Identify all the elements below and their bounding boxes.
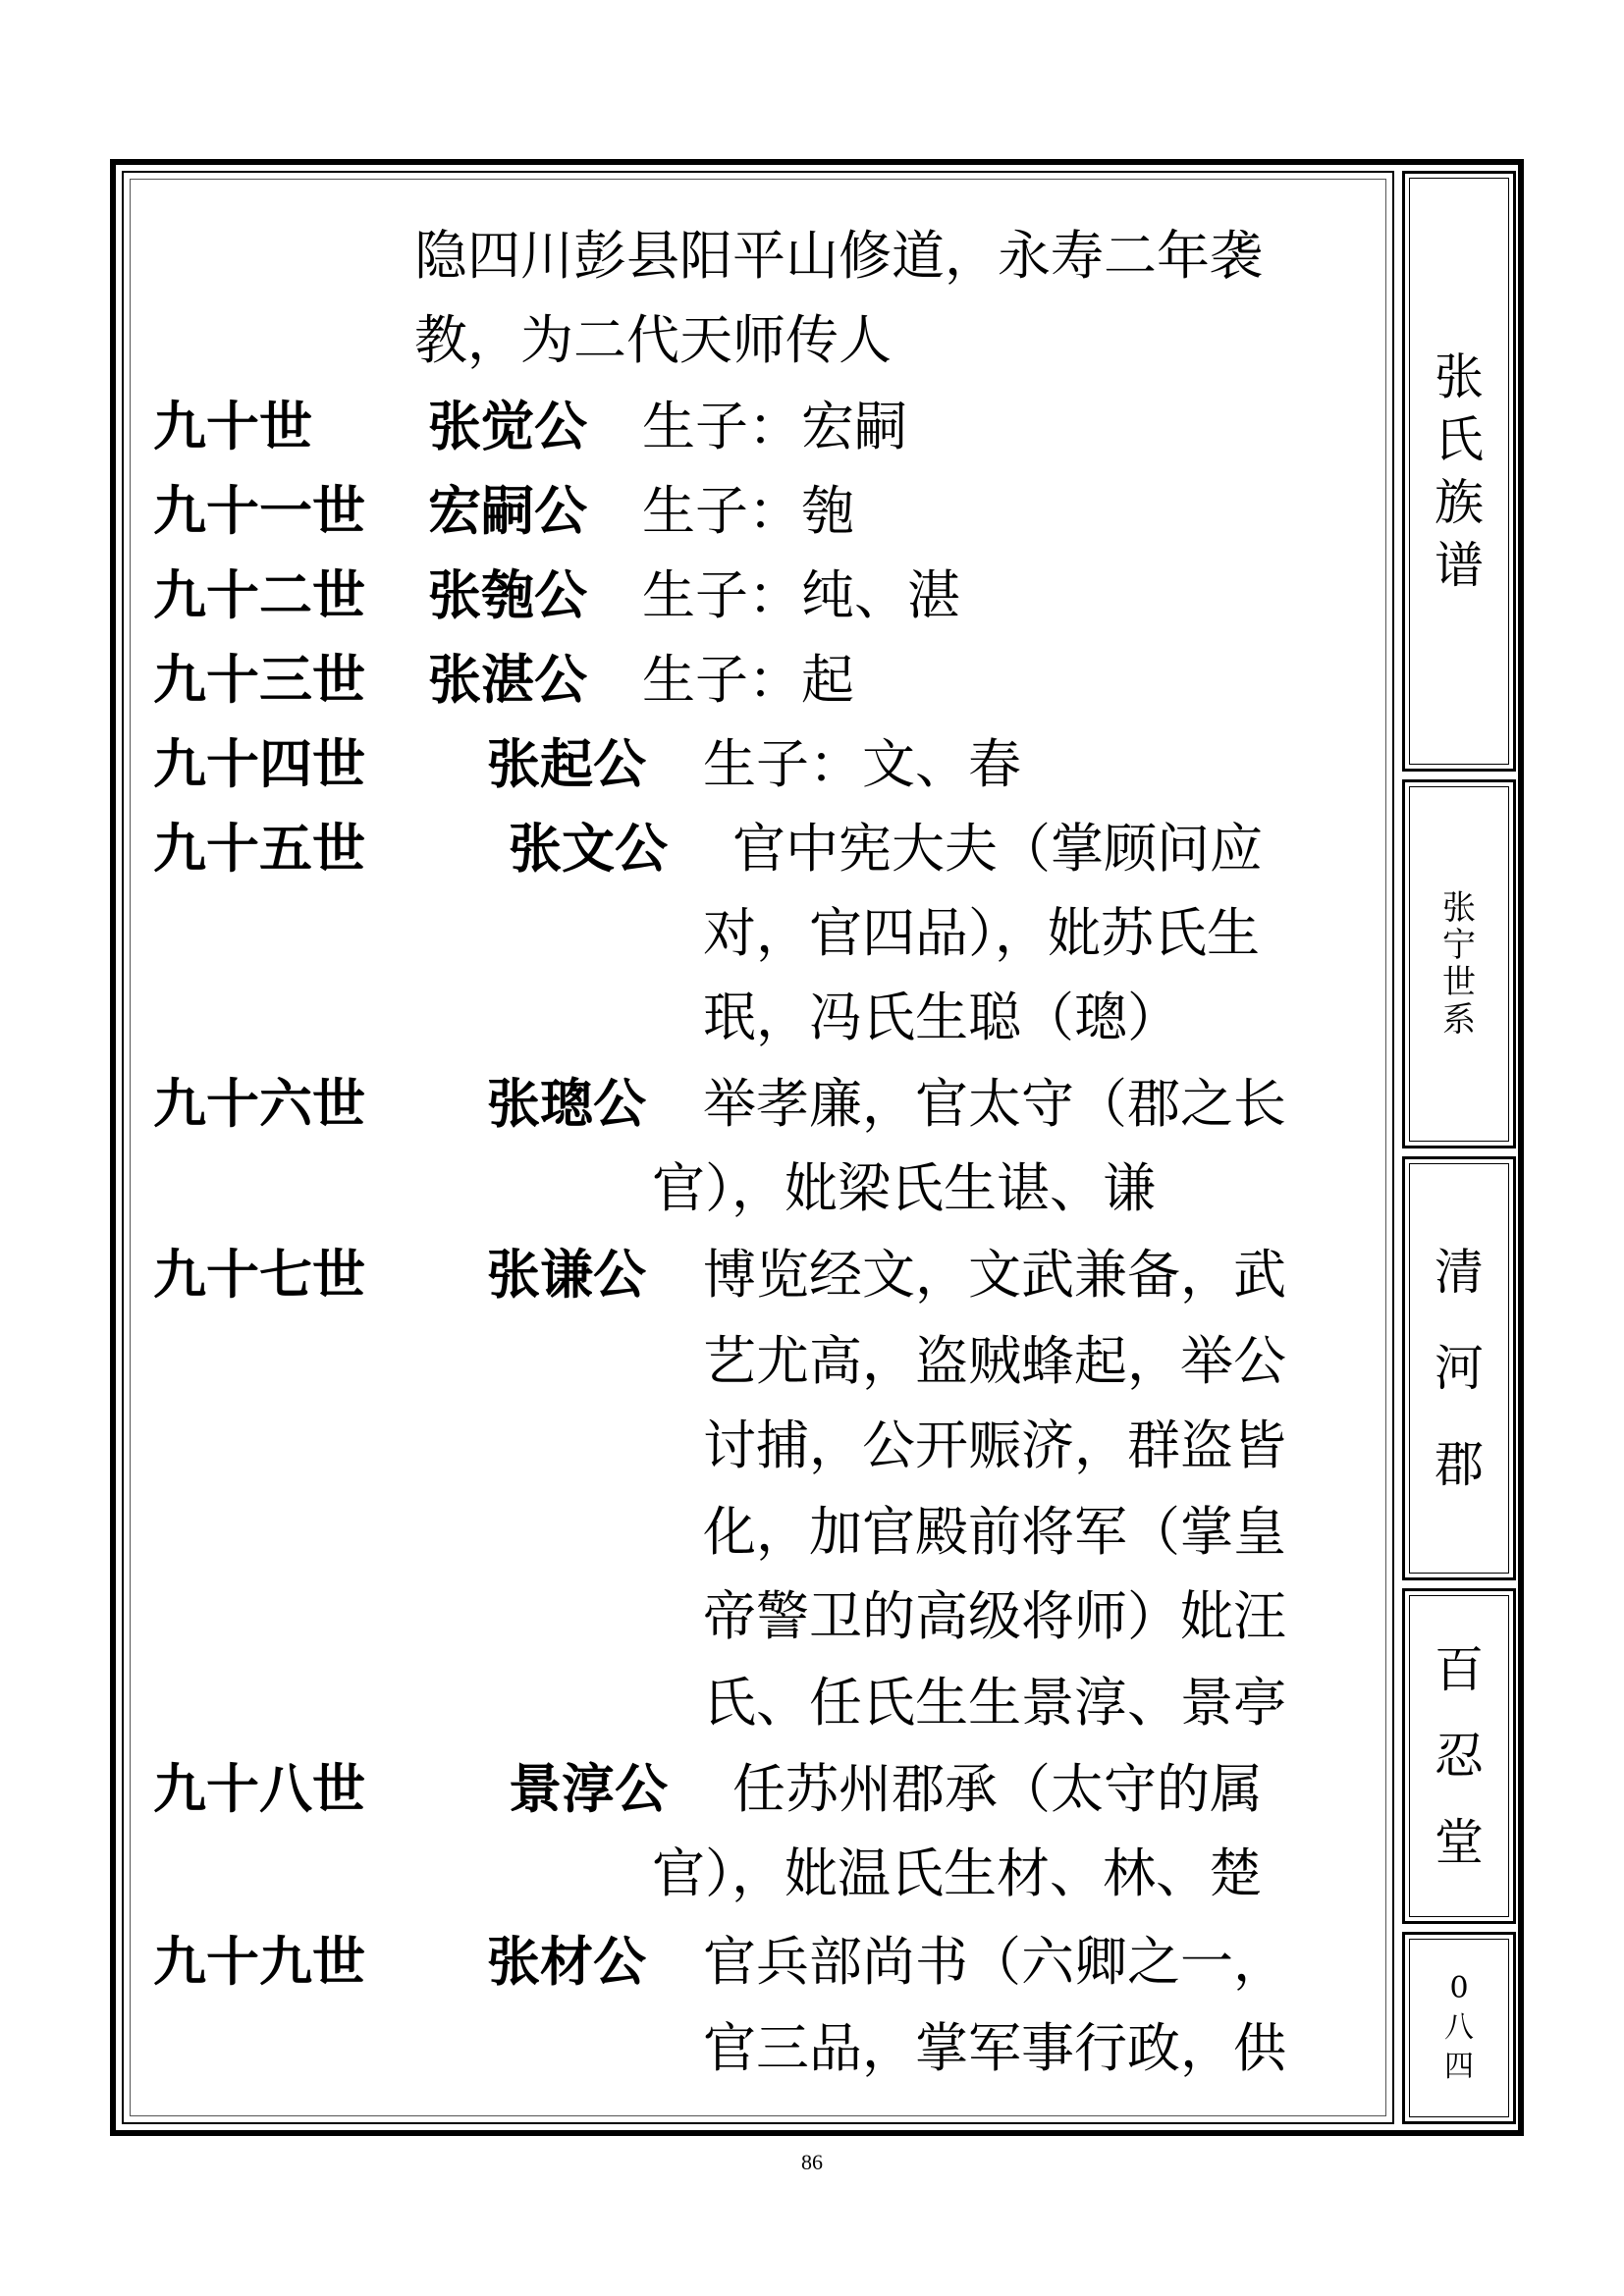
side-commandery-char: 河 (1435, 1340, 1484, 1397)
entry-text: 珉，冯氏生聪（璁） (703, 987, 1180, 1048)
side-commandery-char: 郡 (1435, 1436, 1484, 1493)
side-hall-box (1402, 1588, 1516, 1924)
side-hall-char: 百 (1435, 1641, 1484, 1698)
side-commandery-box (1402, 1156, 1516, 1580)
ancestor-name: 张谦公 (487, 1244, 646, 1306)
page-number: 86 (801, 2150, 823, 2174)
entry-text: 官三品，掌军事行政，供 (703, 2017, 1286, 2079)
entry-96 (153, 1062, 365, 1147)
entry-text: 讨捕，公开赈济，群盗皆 (703, 1415, 1286, 1476)
ancestor-name: 张匏公 (428, 564, 587, 626)
entry-text: 生子：宏嗣 (642, 396, 907, 457)
generation-label: 九十八世 (153, 1758, 365, 1820)
side-branch-char: 宁 (1442, 926, 1476, 965)
entry-text: 官中宪大夫（掌顾问应 (732, 818, 1263, 880)
side-title-char: 氏 (1435, 411, 1484, 468)
generation-label: 九十九世 (153, 1931, 365, 1993)
side-title-char: 张 (1435, 348, 1484, 405)
side-hall-char: 忍 (1435, 1728, 1484, 1785)
side-page-box (1402, 1932, 1516, 2124)
entry-text: 官兵部尚书（六卿之一， (703, 1931, 1286, 1993)
entry-95 (153, 807, 365, 891)
entry-98 (153, 1747, 365, 1832)
generation-label: 九十二世 (153, 564, 365, 626)
entry-text: 对，官四品），妣苏氏生 (703, 902, 1260, 964)
side-page-char: 四 (1444, 2050, 1474, 2084)
entry-text: 生子：起 (642, 649, 854, 711)
ancestor-name: 张材公 (487, 1931, 646, 1993)
side-title-box (1402, 171, 1516, 772)
entry-90 (153, 385, 312, 469)
entry-text: 官），妣梁氏生谌、谦 (652, 1157, 1156, 1219)
generation-label: 九十七世 (153, 1244, 365, 1306)
entry-text: 艺尤高，盗贼蜂起，举公 (703, 1330, 1286, 1392)
entry-97 (153, 1233, 365, 1317)
intro-line: 隐四川彭县阳平山修道，永寿二年袭 (414, 225, 1263, 287)
side-title-char: 谱 (1435, 537, 1484, 594)
ancestor-name: 张觉公 (428, 396, 587, 457)
entry-99 (153, 1920, 365, 2004)
entry-text: 生子：文、春 (703, 733, 1021, 795)
side-commandery-char: 清 (1435, 1244, 1484, 1301)
side-page-char: 0 (1449, 1971, 1469, 2005)
generation-label: 九十六世 (153, 1073, 365, 1135)
ancestor-name: 张起公 (487, 733, 646, 795)
entry-text: 化，加官殿前将军（掌皇 (703, 1501, 1286, 1563)
side-hall-char: 堂 (1435, 1814, 1484, 1871)
entry-text: 任苏州郡承（太守的属 (732, 1758, 1263, 1820)
side-branch-box (1402, 779, 1516, 1148)
ancestor-name: 张文公 (509, 818, 668, 880)
side-column (1402, 171, 1516, 2124)
entry-94 (153, 722, 365, 807)
side-branch-char: 系 (1442, 1000, 1476, 1040)
side-page-char: 八 (1444, 2010, 1474, 2045)
intro-line: 教，为二代天师传人 (414, 309, 892, 371)
entry-92 (153, 554, 365, 638)
generation-label: 九十三世 (153, 649, 365, 711)
side-branch-char: 世 (1442, 963, 1476, 1002)
ancestor-name: 张璁公 (487, 1073, 646, 1135)
entry-text: 生子：纯、湛 (642, 564, 960, 626)
ancestor-name: 景淳公 (509, 1758, 668, 1820)
generation-label: 九十世 (153, 396, 312, 457)
entry-text: 帝警卫的高级将师）妣汪 (703, 1585, 1286, 1647)
entry-93 (153, 638, 365, 722)
generation-label: 九十四世 (153, 733, 365, 795)
entry-91 (153, 469, 365, 554)
generation-label: 九十五世 (153, 818, 365, 880)
entry-text: 氏、任氏生生景淳、景亭 (703, 1672, 1286, 1734)
entry-text: 生子：匏 (642, 480, 854, 542)
side-branch-char: 张 (1442, 888, 1476, 928)
entry-text: 博览经文，文武兼备，武 (703, 1244, 1286, 1306)
entry-text: 举孝廉，官太守（郡之长 (703, 1073, 1286, 1135)
ancestor-name: 宏嗣公 (428, 480, 587, 542)
entry-text: 官），妣温氏生材、林、楚 (652, 1842, 1262, 1904)
generation-label: 九十一世 (153, 480, 365, 542)
ancestor-name: 张湛公 (428, 649, 587, 711)
side-title-char: 族 (1435, 474, 1484, 531)
